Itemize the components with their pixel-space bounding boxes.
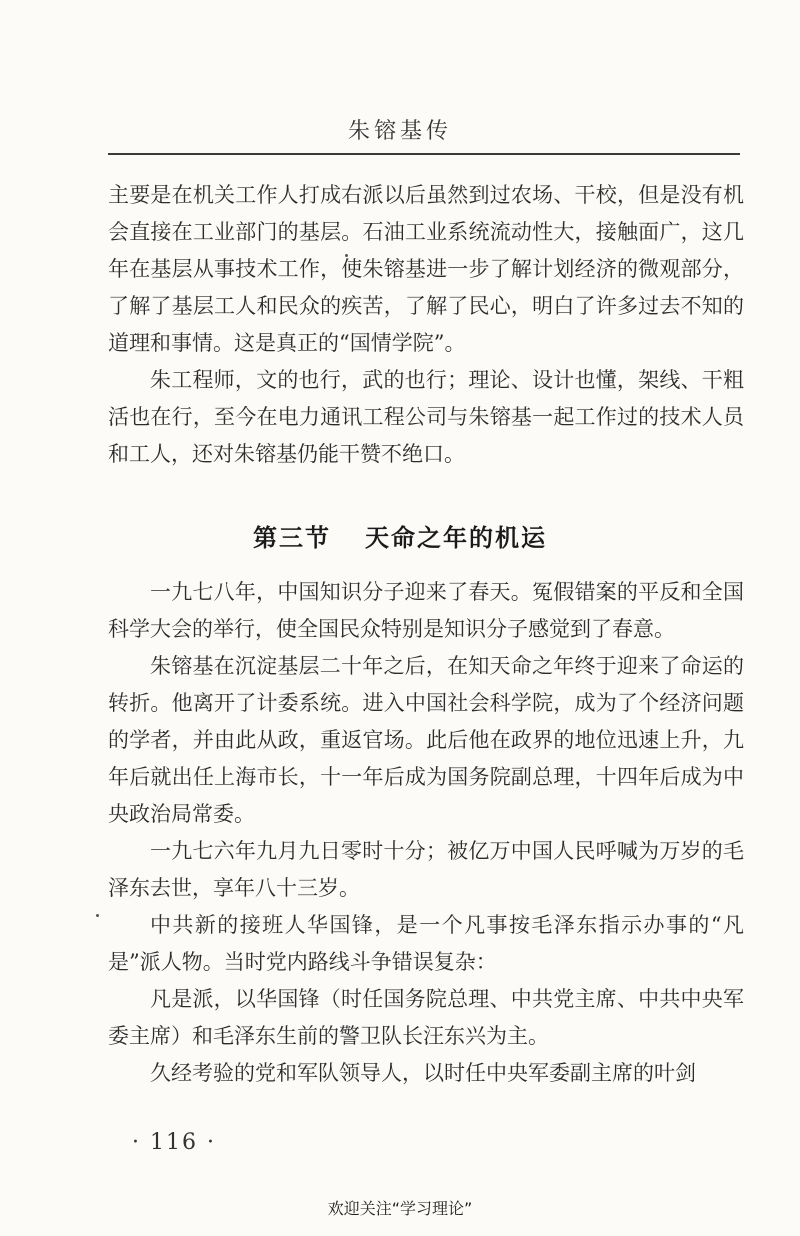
section-heading	[0, 518, 800, 553]
paragraph: 一九七八年，中国知识分子迎来了春天。冤假错案的平反和全国科学大会的举行，使全国民众特别是知识分子感觉到了春意。	[108, 580, 744, 641]
scan-speck	[345, 254, 348, 257]
header-rule	[108, 153, 740, 155]
paragraph: 朱工程师，文的也行，武的也行；理论、设计也懂，架线、干粗活也在行，至今在电力通讯工程公司与朱镕基一起工作过的技术人员和工人，还对朱镕基仍能干赞不绝口。	[108, 368, 744, 466]
paragraph: 中共新的接班人华国锋，是一个凡事按毛泽东指示办事的“凡是”派人物。当时党内路线斗争错误复杂：	[108, 913, 744, 974]
section-number: 第三节	[253, 523, 331, 552]
scan-speck	[96, 914, 99, 917]
paragraph: 主要是在机关工作人打成右派以后虽然到过农场、干校，但是没有机会直接在工业部门的基层。石油工业系统流动性大，接触面广，这几年在基层从事技术工作，使朱镕基进一步了解计划经济的微观部分，了解了基层工人和民众的疾苦，了解了民心，明白了许多过去不知的道理和事情。这是真正的“国情学院”。	[108, 183, 744, 355]
paragraph: 朱镕基在沉淀基层二十年之后，在知天命之年终于迎来了命运的转折。他离开了计委系统。进入中国社会科学院，成为了个经济问题的学者，并由此从政，重返官场。此后他在政界的地位迅速上升，九年后就出任上海市长，十一年后成为国务院副总理，十四年后成为中央政治局常委。	[108, 654, 744, 826]
paragraph: 久经考验的党和军队领导人，以时任中央军委副主席的叶剑	[150, 1061, 696, 1085]
body-text-top	[108, 177, 744, 473]
section-title: 天命之年的机运	[365, 523, 547, 552]
paragraph: 凡是派，以华国锋（时任国务院总理、中共党主席、中共中央军委主席）和毛泽东生前的警卫队长汪东兴为主。	[108, 987, 744, 1048]
page-number: · 116 ·	[132, 1130, 216, 1155]
running-header-title: 朱镕基传	[347, 119, 452, 144]
body-text-bottom	[108, 574, 744, 1092]
footer-note: 欢迎关注“学习理论”	[327, 1199, 473, 1218]
paragraph: 一九七六年九月九日零时十分；被亿万中国人民呼喊为万岁的毛泽东去世，享年八十三岁。	[108, 839, 744, 900]
